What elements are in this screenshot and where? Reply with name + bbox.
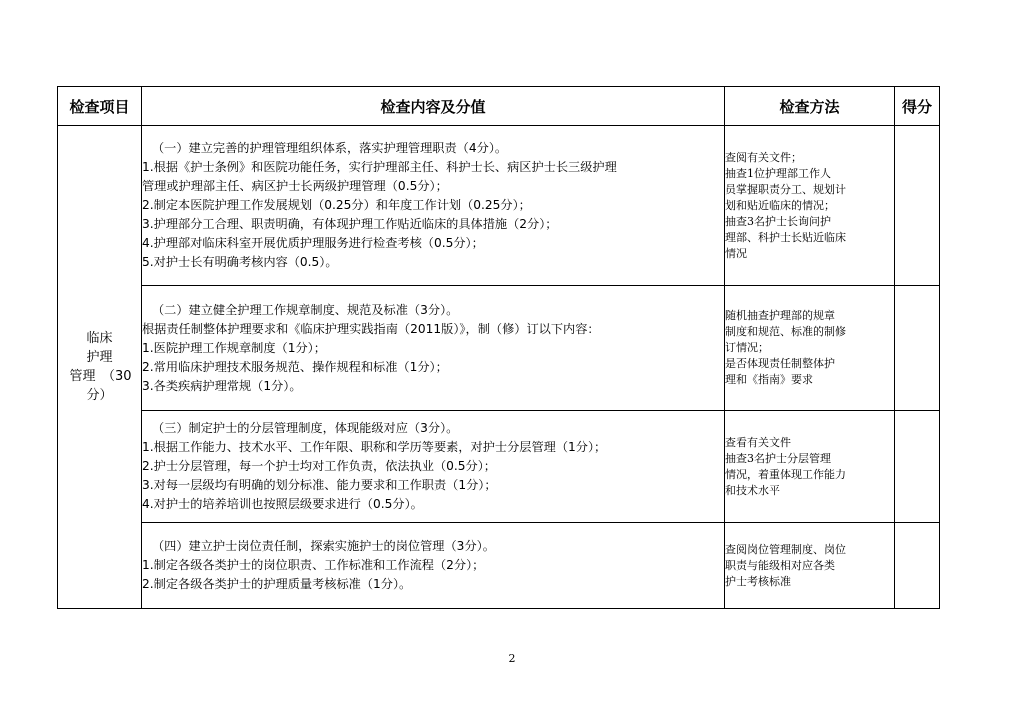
content-line: 1.根据《护士条例》和医院功能任务，实行护理部主任、科护士长、病区护士长三级护理: [142, 160, 617, 174]
content-line: 2.制定各级各类护士的护理质量考核标准（1分）。: [142, 577, 412, 591]
method-line: 查看有关文件: [725, 435, 791, 449]
content-line: 4.护理部对临床科室开展优质护理服务进行检查考核（0.5分）；: [142, 236, 484, 250]
content-line: 1.制定各级各类护士的岗位职责、工作标准和工作流程（2分）；: [142, 558, 485, 572]
method-cell: [725, 411, 895, 523]
content-cell: [142, 126, 725, 286]
method-cell: [725, 523, 895, 609]
method-line: 职责与能级相对应各类: [725, 558, 835, 572]
content-line: 5.对护士长有明确考核内容（0.5）。: [142, 255, 338, 269]
table-row: [58, 523, 940, 609]
content-line: （一）建立完善的护理管理组织体系，落实护理管理职责（4分）。: [152, 141, 508, 155]
score-cell: [895, 126, 940, 286]
content-line: 1.医院护理工作规章制度（1分）；: [142, 340, 326, 355]
content-cell: [142, 286, 725, 411]
category-line: 护理: [86, 350, 113, 365]
header-score: 得分: [895, 87, 940, 126]
method-line: 订情况；: [725, 341, 769, 354]
method-line: 和技术水平: [725, 483, 780, 497]
header-content: 检查内容及分值: [142, 87, 725, 126]
header-item: 检查项目: [58, 87, 142, 126]
method-line: 情况，着重体现工作能力: [725, 467, 846, 481]
content-line: 3.各类疾病护理常规（1分）。: [142, 378, 302, 393]
content-line: （三）制定护士的分层管理制度，体现能级对应（3分）。: [152, 421, 459, 435]
category-line: 临床: [86, 331, 113, 346]
method-line: 是否体现责任制整体护: [725, 357, 835, 370]
method-line: 制度和规范、标准的制修: [725, 325, 846, 338]
header-method: 检查方法: [725, 87, 895, 126]
content-line: 3.对每一层级均有明确的划分标准、能力要求和工作职责（1分）；: [142, 478, 497, 492]
content-line: （四）建立护士岗位责任制，探索实施护士的岗位管理（3分）。: [152, 539, 495, 553]
content-line: 2.护士分层管理，每一个护士均对工作负责，依法执业（0.5分）；: [142, 459, 496, 473]
content-line: 1.根据工作能力、技术水平、工作年限、职称和学历等要素，对护士分层管理（1分）；: [142, 440, 607, 454]
table-row: [58, 411, 940, 523]
method-line: 查阅岗位管理制度、岗位: [725, 542, 846, 556]
method-line: 理和《指南》要求: [725, 373, 813, 386]
table-header-row: [58, 87, 940, 126]
method-line: 员掌握职责分工、规划计: [725, 182, 846, 196]
content-cell: [142, 523, 725, 609]
table-row: [58, 126, 940, 286]
score-cell: [895, 286, 940, 411]
method-cell: [725, 126, 895, 286]
category-line: 分）: [86, 388, 113, 403]
content-line: 2.常用临床护理技术服务规范、操作规程和标准（1分）；: [142, 359, 448, 374]
category-cell: [58, 126, 142, 609]
content-line: 根据责任制整体护理要求和《临床护理实践指南（2011版）》，制（修）订以下内容：: [142, 321, 600, 336]
score-cell: [895, 411, 940, 523]
method-line: 理部、科护士长贴近临床: [725, 230, 846, 244]
content-line: 2.制定本医院护理工作发展规划（0.25分）和年度工作计划（0.25分）；: [142, 198, 531, 212]
method-line: 划和贴近临床的情况；: [725, 198, 835, 212]
inspection-table: [57, 86, 940, 609]
method-line: 查阅有关文件；: [725, 150, 802, 164]
content-line: 3.护理部分工合理、职责明确，有体现护理工作贴近临床的具体措施（2分）；: [142, 217, 558, 231]
method-line: 抽查3名护士分层管理: [725, 451, 831, 465]
content-line: 管理或护理部主任、病区护士长两级护理管理（0.5分）；: [142, 179, 448, 193]
method-line: 情况: [725, 246, 747, 260]
method-line: 随机抽查护理部的规章: [725, 309, 835, 322]
page-number: 2: [508, 652, 516, 665]
content-line: （二）建立健全护理工作规章制度、规范及标准（3分）。: [152, 302, 459, 317]
method-line: 抽查3名护士长询问护: [725, 214, 831, 228]
method-line: 护士考核标准: [725, 574, 791, 588]
category-line: 管理 （30: [69, 369, 132, 384]
method-line: 抽查1位护理部工作人: [725, 166, 831, 180]
score-cell: [895, 523, 940, 609]
table-row: [58, 286, 940, 411]
method-cell: [725, 286, 895, 411]
content-cell: [142, 411, 725, 523]
content-line: 4.对护士的培养培训也按照层级要求进行（0.5分）。: [142, 497, 423, 511]
